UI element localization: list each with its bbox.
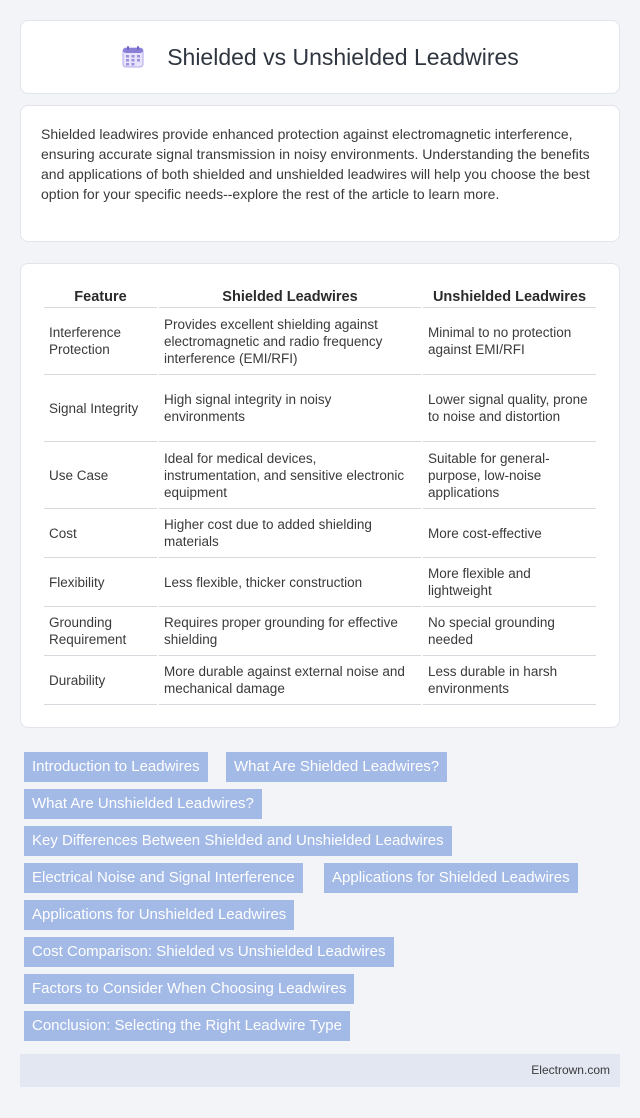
unshielded-cell: Suitable for general-purpose, low-noise applications [423, 442, 596, 509]
column-header-unshielded: Unshielded Leadwires [423, 286, 596, 308]
topic-link-conclusion[interactable]: Conclusion: Selecting the Right Leadwire Type [24, 1011, 350, 1041]
topic-link-applications-shielded[interactable]: Applications for Shielded Leadwires [324, 863, 578, 893]
feature-cell: Flexibility [44, 558, 157, 607]
feature-cell: Grounding Requirement [44, 607, 157, 656]
calendar-grid-icon [121, 45, 145, 69]
table-row [44, 308, 596, 375]
page-title: Shielded vs Unshielded Leadwires [167, 43, 519, 70]
shielded-cell: Provides excellent shielding against electromagnetic and radio frequency interference (EMI/RFI) [159, 308, 421, 375]
topic-link-electrical-noise[interactable]: Electrical Noise and Signal Interference [24, 863, 303, 893]
unshielded-cell: More flexible and lightweight [423, 558, 596, 607]
feature-cell: Signal Integrity [44, 375, 157, 442]
comparison-table-card [20, 263, 620, 728]
column-header-feature: Feature [44, 286, 157, 308]
intro-card [20, 105, 620, 242]
footer-site-name: Electrown.com [531, 1063, 610, 1077]
table-row [44, 656, 596, 705]
comparison-table [42, 286, 598, 705]
shielded-cell: High signal integrity in noisy environments [159, 375, 421, 442]
column-header-shielded: Shielded Leadwires [159, 286, 421, 308]
feature-cell: Durability [44, 656, 157, 705]
table-row [44, 558, 596, 607]
topic-link-shielded[interactable]: What Are Shielded Leadwires? [226, 752, 447, 782]
title-card [20, 20, 620, 94]
table-row [44, 607, 596, 656]
shielded-cell: Ideal for medical devices, instrumentation, and sensitive electronic equipment [159, 442, 421, 509]
topic-link-unshielded[interactable]: What Are Unshielded Leadwires? [24, 789, 262, 819]
topic-link-cost-comparison[interactable]: Cost Comparison: Shielded vs Unshielded Leadwires [24, 937, 394, 967]
topic-link-key-differences[interactable]: Key Differences Between Shielded and Unshielded Leadwires [24, 826, 452, 856]
feature-cell: Use Case [44, 442, 157, 509]
shielded-cell: More durable against external noise and mechanical damage [159, 656, 421, 705]
unshielded-cell: Less durable in harsh environments [423, 656, 596, 705]
shielded-cell: Less flexible, thicker construction [159, 558, 421, 607]
feature-cell: Cost [44, 509, 157, 558]
unshielded-cell: Minimal to no protection against EMI/RFI [423, 308, 596, 375]
table-header-row [44, 286, 596, 308]
unshielded-cell: Lower signal quality, prone to noise and distortion [423, 375, 596, 442]
topic-link-factors[interactable]: Factors to Consider When Choosing Leadwires [24, 974, 354, 1004]
feature-cell: Interference Protection [44, 308, 157, 375]
table-row [44, 509, 596, 558]
shielded-cell: Higher cost due to added shielding materials [159, 509, 421, 558]
topic-link-introduction[interactable]: Introduction to Leadwires [24, 752, 208, 782]
intro-paragraph: Shielded leadwires provide enhanced protection against electromagnetic interference, ensuring accurate signal transmission in noisy environments. Understanding the benefits and applications of both shielded and unshielded leadwires will help you choose the best option for your specific needs--explore the rest of the article to learn more. [41, 126, 590, 202]
table-row [44, 375, 596, 442]
footer [20, 1054, 620, 1087]
topic-link-applications-unshielded[interactable]: Applications for Unshielded Leadwires [24, 900, 294, 930]
shielded-cell: Requires proper grounding for effective shielding [159, 607, 421, 656]
unshielded-cell: More cost-effective [423, 509, 596, 558]
unshielded-cell: No special grounding needed [423, 607, 596, 656]
table-row [44, 442, 596, 509]
